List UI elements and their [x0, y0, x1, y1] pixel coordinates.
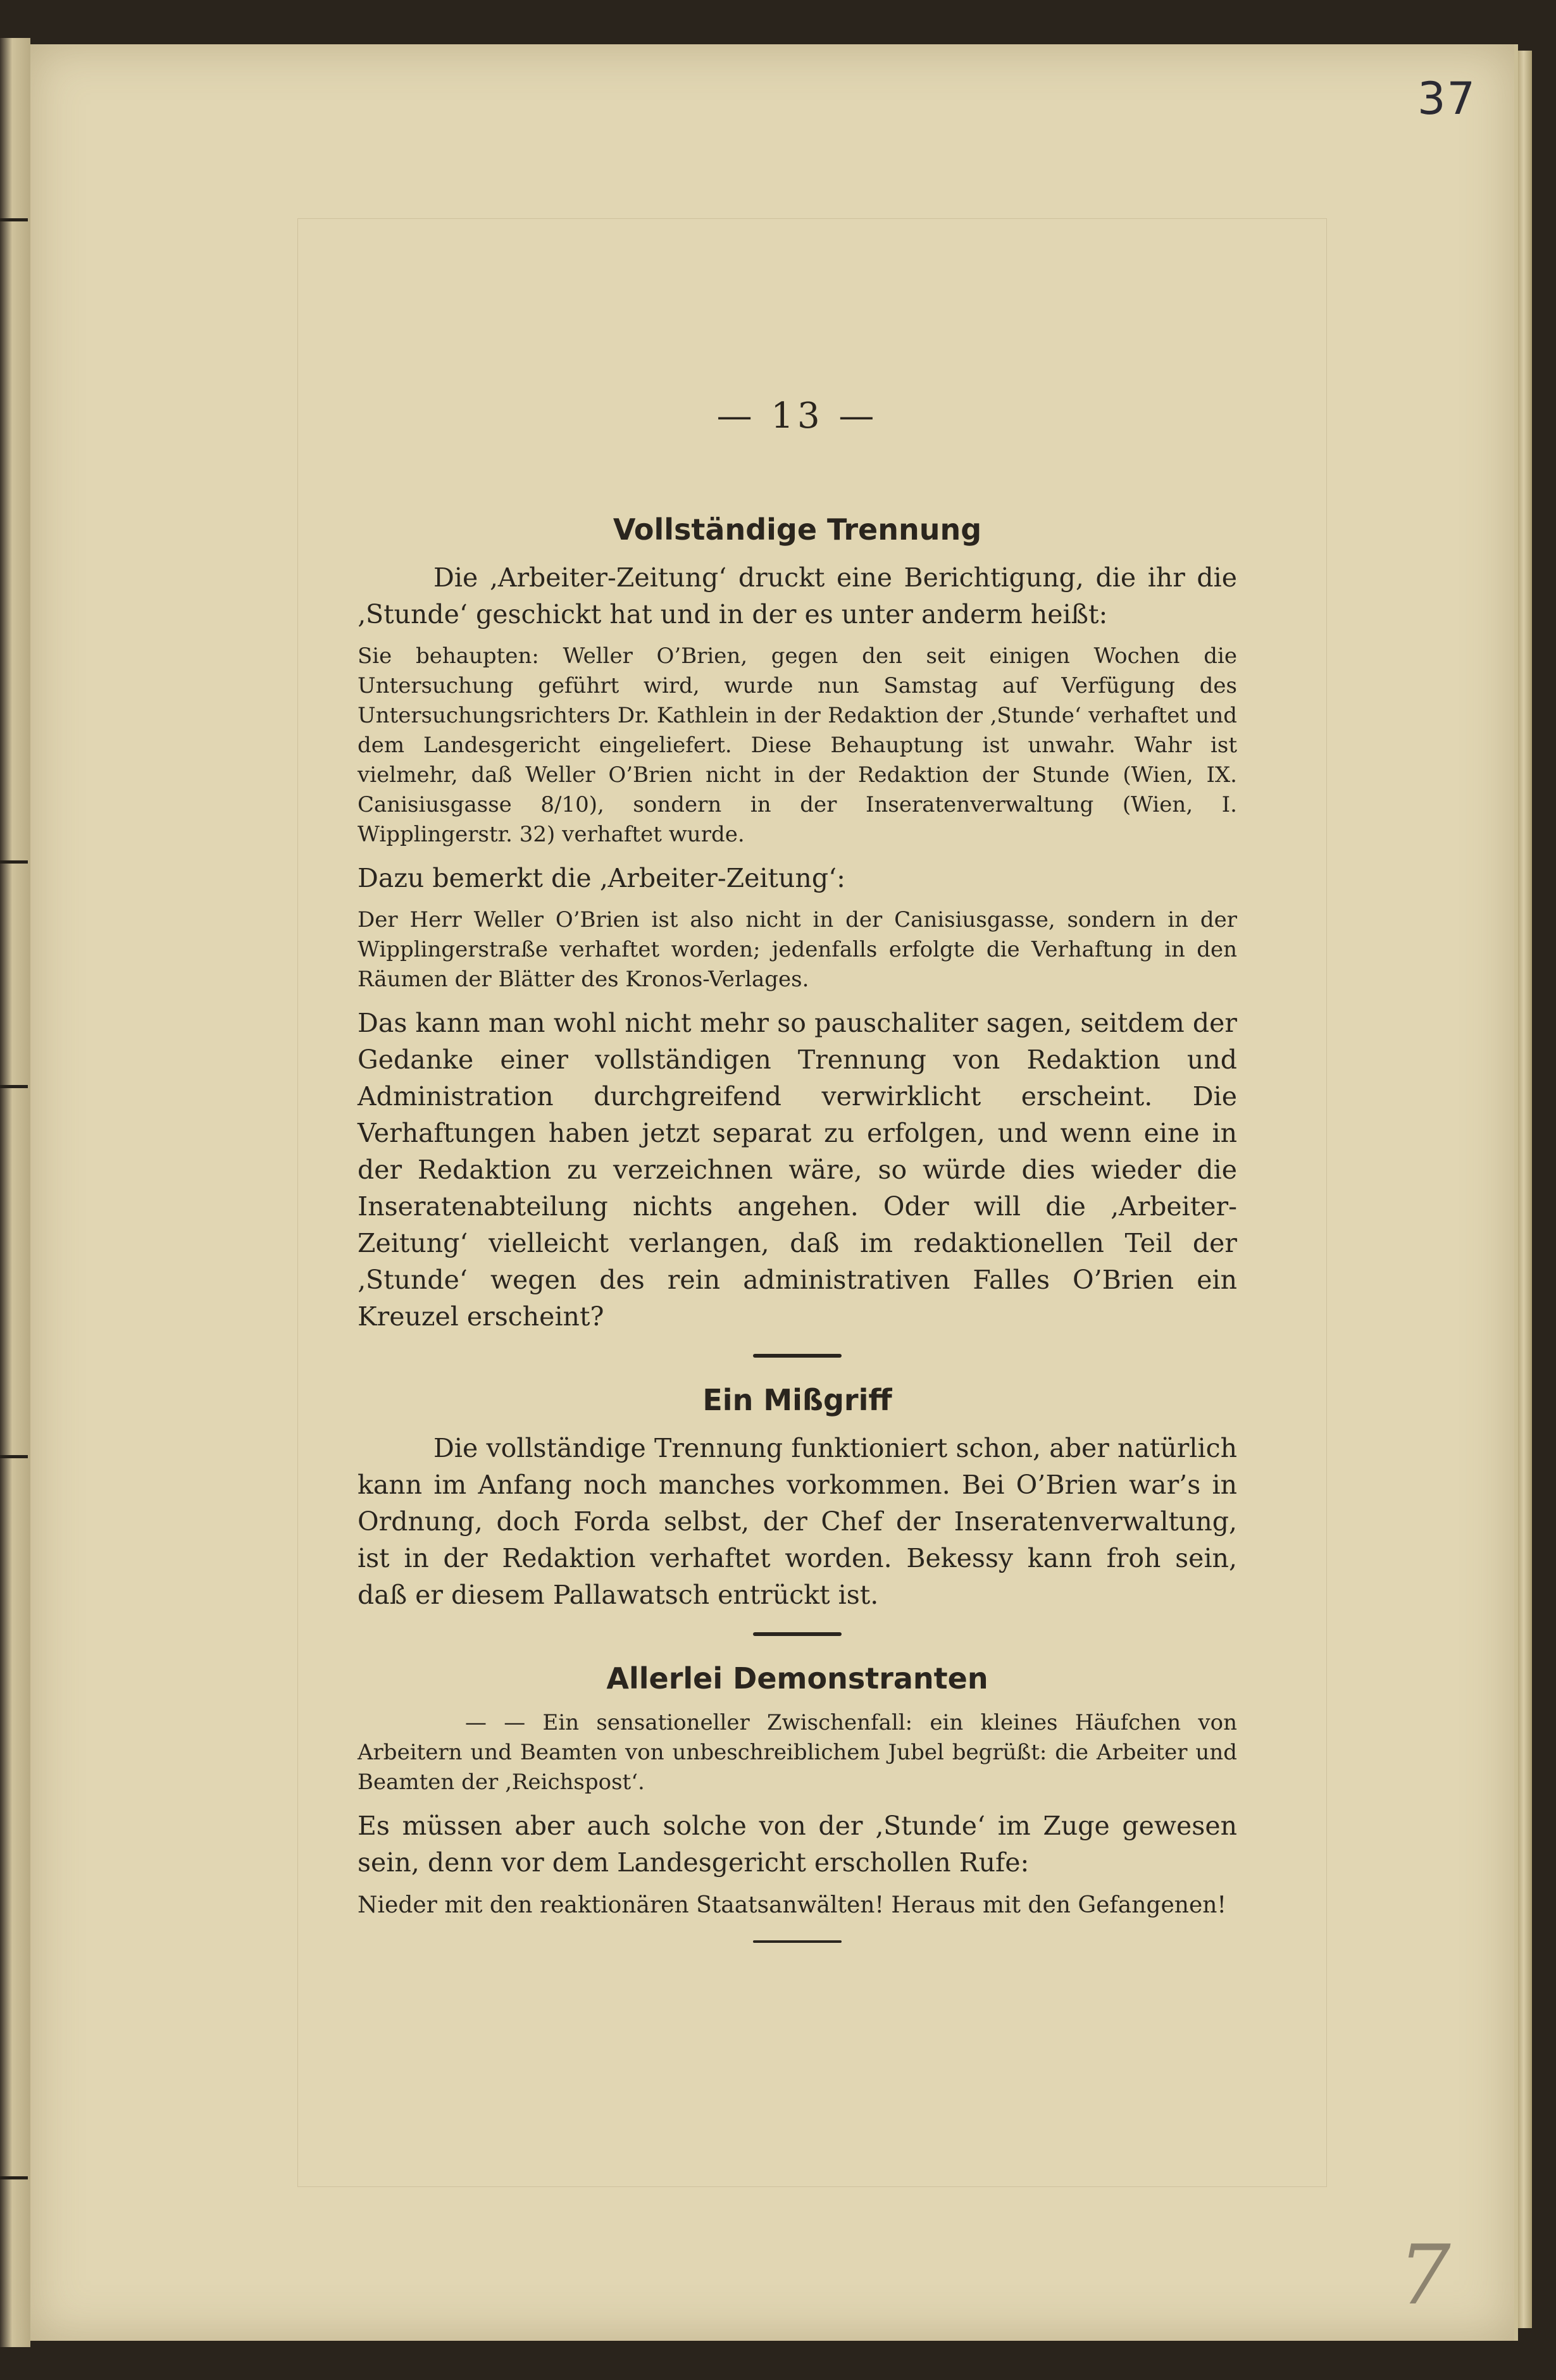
binding-mark [0, 2176, 28, 2179]
intro-paragraph: Die ‚Arbeiter-Zeitung‘ druckt eine Berichtigung, die ihr die ‚Stunde‘ geschickt hat und in der es unter anderm heißt: [358, 562, 1237, 629]
quoted-report: — — Ein sensationeller Zwischenfall: ein kleines Häufchen von Arbeitern und Beamten von unbeschreiblichem Jubel begrüßt: die Arbeiter und Beamten der ‚Reichspost‘. [358, 1710, 1237, 1795]
section-vollstaendige-trennung [358, 512, 1237, 1335]
body-paragraph: Das kann man wohl nicht mehr so pauschaliter sagen, seitdem der Gedanke einer vollständigen Trennung von Redaktion und Administration durchgreifend verwirklicht erscheint. Die Verhaftungen haben jetzt separat zu erfolgen, und wenn eine in der Redaktion zu verzeichnen wäre, so würde dies wieder die Inseratenabteilung nichts angehen. Oder will die ‚Arbeiter-Zeitung‘ vielleicht verlangen, daß im redaktionellen Teil der ‚Stunde‘ wegen des rein administrativen Falles O’Brien ein Kreuzel erscheint? [358, 1008, 1237, 1332]
folio-number: 37 [1417, 73, 1477, 125]
shouted-slogan: Nieder mit den reaktionären Staatsanwälten! Heraus mit den Gefangenen! [358, 1892, 1226, 1918]
remark-line: Dazu bemerkt die ‚Arbeiter-Zeitung‘: [358, 863, 845, 893]
book-binding [0, 38, 30, 2347]
end-divider [753, 1940, 842, 1943]
section-allerlei-demonstranten [358, 1661, 1237, 1921]
handwritten-corner-mark: 7 [1398, 2227, 1451, 2323]
section-divider [753, 1632, 842, 1636]
page-number: — 13 — [716, 395, 878, 437]
binding-mark [0, 1455, 28, 1458]
quoted-reply: Der Herr Weller O’Brien ist also nicht in der Canisiusgasse, sondern in der Wipplingerstraße verhaftet worden; jedenfalls erfolgte die Verhaftung in den Räumen der Blätter des Kronos-Verlages. [358, 907, 1237, 992]
binding-mark [0, 218, 28, 221]
section-ein-missgriff [358, 1383, 1237, 1613]
page-content [358, 395, 1237, 1968]
binding-mark [0, 860, 28, 864]
section-heading: Ein Mißgriff [702, 1383, 892, 1417]
page-edge [1518, 51, 1532, 2328]
body-paragraph: Es müssen aber auch solche von der ‚Stunde‘ im Zuge gewesen sein, denn vor dem Landesgericht erschollen Rufe: [358, 1811, 1237, 1878]
body-paragraph: Die vollständige Trennung funktioniert schon, aber natürlich kann im Anfang noch manches vorkommen. Bei O’Brien war’s in Ordnung, doch Forda selbst, der Chef der Inseratenverwaltung, ist in der Redaktion verhaftet worden. Bekessy kann froh sein, daß er diesem Pallawatsch entrückt ist. [358, 1433, 1237, 1610]
section-divider [753, 1354, 842, 1358]
section-heading: Allerlei Demonstranten [606, 1661, 988, 1695]
binding-mark [0, 1085, 28, 1088]
section-heading: Vollständige Trennung [613, 512, 982, 547]
quoted-correction: Sie behaupten: Weller O’Brien, gegen den seit einigen Wochen die Untersuchung geführt wird, wurde nun Samstag auf Verfügung des Untersuchungsrichters Dr. Kathlein in der Redaktion der ‚Stunde‘ verhaftet und dem Landesgericht eingeliefert. Diese Behauptung ist unwahr. Wahr ist vielmehr, daß Weller O’Brien nicht in der Redaktion der Stunde (Wien, IX. Canisiusgasse 8/10), sondern in der Inseratenverwaltung (Wien, I. Wipplingerstr. 32) verhaftet wurde. [358, 643, 1237, 847]
